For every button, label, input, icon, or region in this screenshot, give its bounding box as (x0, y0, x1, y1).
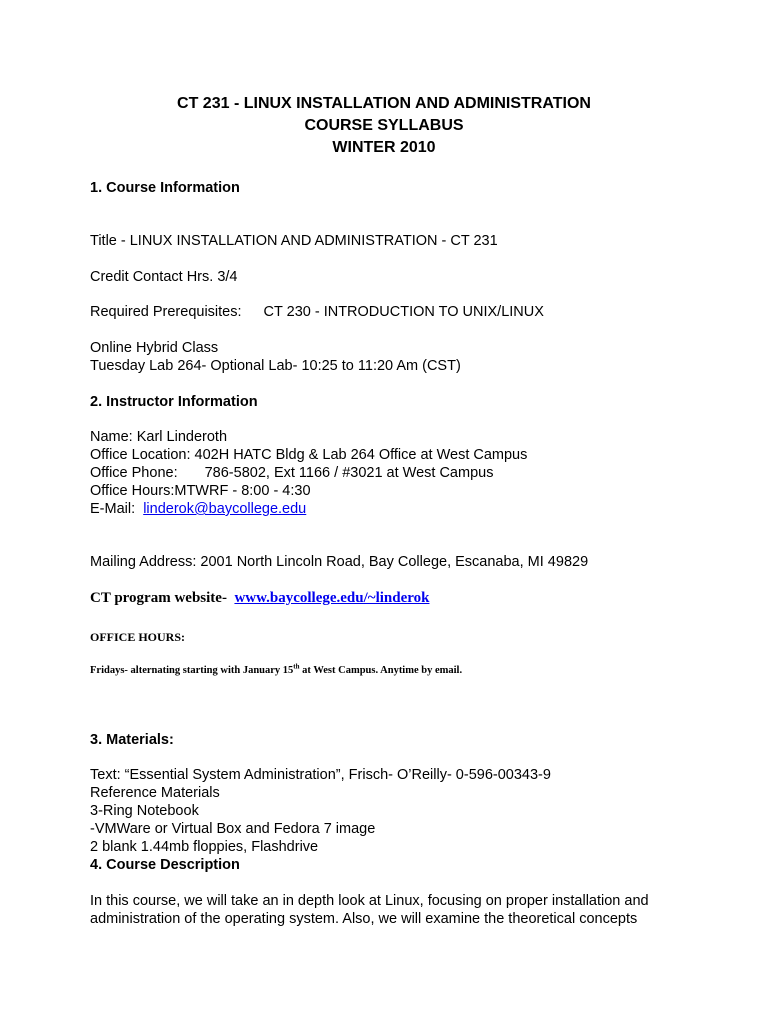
fridays-note-text-end: at West Campus. Anytime by email. (299, 665, 463, 676)
term-title: WINTER 2010 (332, 139, 436, 156)
fridays-note-superscript: th (293, 662, 300, 671)
prerequisites-label: Required Prerequisites: (90, 304, 242, 320)
office-phone-label: Office Phone: (90, 465, 178, 481)
mailing-address-line: Mailing Address: 2001 North Lincoln Road, Bay College, Escanaba, MI 49829 (90, 554, 589, 570)
course-title: CT 231 - LINUX INSTALLATION AND ADMINISTRATION (177, 95, 591, 112)
lab-schedule-line: Tuesday Lab 264- Optional Lab- 10:25 to 11:20 Am (CST) (90, 358, 461, 374)
materials-item: -VMWare or Virtual Box and Fedora 7 image (90, 821, 376, 837)
fridays-note-line (90, 662, 462, 680)
prerequisites-line (90, 303, 544, 321)
materials-item: 2 blank 1.44mb floppies, Flashdrive (90, 839, 319, 855)
materials-item: 3-Ring Notebook (90, 803, 199, 819)
course-title-line: Title - LINUX INSTALLATION AND ADMINISTRATION - CT 231 (90, 233, 498, 249)
office-hours-label: Office Hours: (90, 483, 175, 499)
email-link[interactable]: linderok@baycollege.edu (143, 501, 307, 517)
syllabus-subtitle: COURSE SYLLABUS (304, 117, 464, 134)
description-line: administration of the operating system. Also, we will examine the theoretical concepts (90, 911, 638, 927)
office-phone-value: 786-5802, Ext 1166 / #3021 at West Campus (204, 465, 494, 481)
email-label: E-Mail: (90, 501, 136, 517)
materials-item: Reference Materials (90, 785, 220, 801)
prerequisites-value: CT 230 - INTRODUCTION TO UNIX/LINUX (263, 304, 544, 320)
class-type-line: Online Hybrid Class (90, 340, 219, 356)
section-heading-instructor-information: 2. Instructor Information (90, 394, 258, 410)
section-heading-course-information: 1. Course Information (90, 180, 240, 196)
fridays-note-text: Fridays- alternating starting with January 15 (90, 665, 294, 676)
email-line (90, 500, 306, 518)
section-heading-materials: 3. Materials: (90, 732, 174, 748)
office-location-line: Office Location: 402H HATC Bldg & Lab 264 Office at West Campus (90, 447, 528, 463)
office-hours-line (90, 482, 311, 500)
section-heading-course-description: 4. Course Description (90, 857, 240, 873)
materials-item: Text: “Essential System Administration”, Frisch- O’Reilly- 0-596-00343-9 (90, 767, 551, 783)
website-link[interactable]: www.baycollege.edu/~linderok (234, 590, 430, 606)
instructor-name-line: Name: Karl Linderoth (90, 429, 228, 445)
website-line (90, 589, 429, 607)
website-label: CT program website- (90, 590, 227, 606)
office-phone-line (90, 464, 493, 482)
office-hours-value: MTWRF - 8:00 - 4:30 (174, 483, 311, 499)
credit-hours-line: Credit Contact Hrs. 3/4 (90, 269, 238, 285)
description-line: In this course, we will take an in depth look at Linux, focusing on proper installation and (90, 893, 649, 909)
office-hours-heading: OFFICE HOURS: (90, 630, 186, 644)
